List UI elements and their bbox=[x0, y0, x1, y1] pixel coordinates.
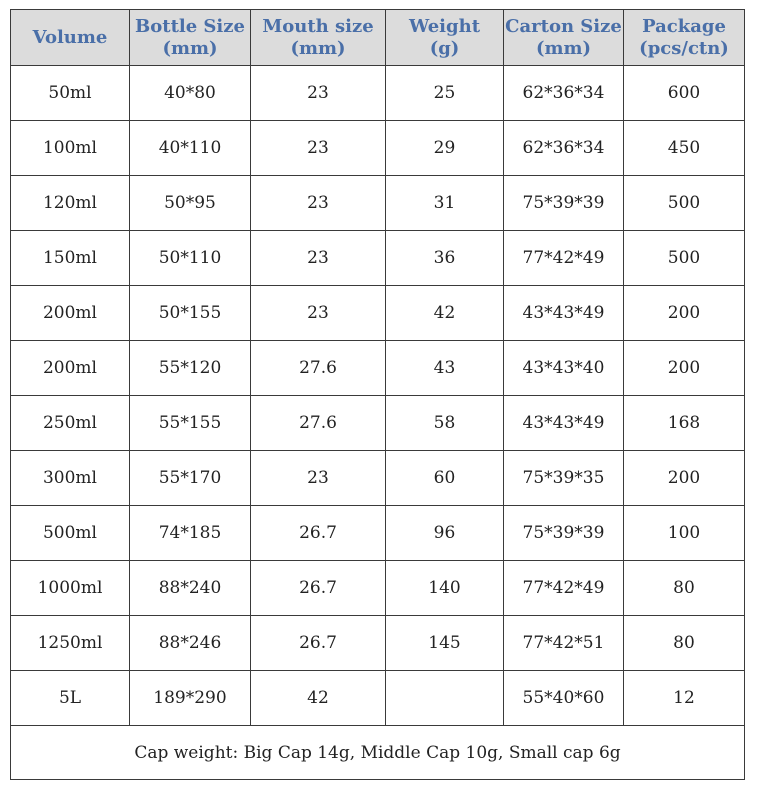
header-carton-size-unit: (mm) bbox=[535, 37, 592, 59]
volume-cell: 200ml bbox=[11, 286, 130, 341]
weight-cell: 140 bbox=[386, 561, 504, 616]
package-cell: 500 bbox=[624, 176, 745, 231]
volume-cell: 100ml bbox=[11, 121, 130, 176]
header-package bbox=[624, 10, 745, 66]
volume-cell: 1000ml bbox=[11, 561, 130, 616]
weight-cell: 42 bbox=[386, 286, 504, 341]
weight-cell: 96 bbox=[386, 506, 504, 561]
table-row bbox=[11, 671, 745, 726]
table-row bbox=[11, 451, 745, 506]
header-mouth-size-unit: (mm) bbox=[290, 37, 346, 59]
table-row bbox=[11, 286, 745, 341]
header-package-label: Package bbox=[642, 15, 726, 37]
volume-cell: 250ml bbox=[11, 396, 130, 451]
table-row bbox=[11, 506, 745, 561]
table-row bbox=[11, 66, 745, 121]
mouth-size-cell: 23 bbox=[251, 121, 386, 176]
table-row bbox=[11, 176, 745, 231]
mouth-size-cell: 42 bbox=[251, 671, 386, 726]
package-cell: 200 bbox=[624, 341, 745, 396]
bottle-size-cell: 88*240 bbox=[130, 561, 251, 616]
table-row bbox=[11, 231, 745, 286]
carton-size-cell: 43*43*40 bbox=[504, 341, 624, 396]
weight-cell: 36 bbox=[386, 231, 504, 286]
table-row bbox=[11, 561, 745, 616]
bottle-size-cell: 50*110 bbox=[130, 231, 251, 286]
header-row bbox=[11, 10, 745, 66]
weight-cell: 60 bbox=[386, 451, 504, 506]
header-mouth-size-label: Mouth size bbox=[262, 15, 374, 37]
bottle-size-cell: 50*155 bbox=[130, 286, 251, 341]
header-carton-size bbox=[504, 10, 624, 66]
header-bottle-size-unit: (mm) bbox=[162, 37, 218, 59]
header-bottle-size bbox=[130, 10, 251, 66]
weight-cell: 29 bbox=[386, 121, 504, 176]
package-cell: 450 bbox=[624, 121, 745, 176]
mouth-size-cell: 27.6 bbox=[251, 396, 386, 451]
carton-size-cell: 75*39*39 bbox=[504, 506, 624, 561]
header-mouth-size bbox=[251, 10, 386, 66]
bottle-size-cell: 189*290 bbox=[130, 671, 251, 726]
volume-cell: 150ml bbox=[11, 231, 130, 286]
package-cell: 80 bbox=[624, 561, 745, 616]
mouth-size-cell: 23 bbox=[251, 451, 386, 506]
mouth-size-cell: 27.6 bbox=[251, 341, 386, 396]
mouth-size-cell: 23 bbox=[251, 176, 386, 231]
note-row bbox=[11, 726, 745, 780]
volume-cell: 50ml bbox=[11, 66, 130, 121]
header-bottle-size-label: Bottle Size bbox=[135, 15, 245, 37]
bottle-size-cell: 55*170 bbox=[130, 451, 251, 506]
package-cell: 100 bbox=[624, 506, 745, 561]
carton-size-cell: 77*42*49 bbox=[504, 231, 624, 286]
carton-size-cell: 75*39*39 bbox=[504, 176, 624, 231]
volume-cell: 300ml bbox=[11, 451, 130, 506]
carton-size-cell: 75*39*35 bbox=[504, 451, 624, 506]
bottle-size-cell: 74*185 bbox=[130, 506, 251, 561]
header-carton-size-label: Carton Size bbox=[505, 15, 622, 37]
carton-size-cell: 77*42*49 bbox=[504, 561, 624, 616]
weight-cell: 43 bbox=[386, 341, 504, 396]
mouth-size-cell: 23 bbox=[251, 286, 386, 341]
mouth-size-cell: 26.7 bbox=[251, 616, 386, 671]
carton-size-cell: 62*36*34 bbox=[504, 66, 624, 121]
carton-size-cell: 77*42*51 bbox=[504, 616, 624, 671]
package-cell: 500 bbox=[624, 231, 745, 286]
table-row bbox=[11, 121, 745, 176]
header-weight-unit: (g) bbox=[429, 37, 460, 59]
weight-cell: 58 bbox=[386, 396, 504, 451]
table-row bbox=[11, 616, 745, 671]
bottle-size-cell: 40*80 bbox=[130, 66, 251, 121]
bottle-size-cell: 88*246 bbox=[130, 616, 251, 671]
header-weight-label: Weight bbox=[408, 15, 481, 37]
volume-cell: 500ml bbox=[11, 506, 130, 561]
weight-cell: 31 bbox=[386, 176, 504, 231]
carton-size-cell: 43*43*49 bbox=[504, 396, 624, 451]
volume-cell: 120ml bbox=[11, 176, 130, 231]
package-cell: 600 bbox=[624, 66, 745, 121]
mouth-size-cell: 26.7 bbox=[251, 506, 386, 561]
package-cell: 12 bbox=[624, 671, 745, 726]
weight-cell: 145 bbox=[386, 616, 504, 671]
table-row bbox=[11, 396, 745, 451]
bottle-spec-table bbox=[10, 9, 745, 780]
volume-cell: 5L bbox=[11, 671, 130, 726]
bottle-size-cell: 50*95 bbox=[130, 176, 251, 231]
package-cell: 200 bbox=[624, 286, 745, 341]
header-package-unit: (pcs/ctn) bbox=[639, 37, 729, 59]
bottle-size-cell: 55*120 bbox=[130, 341, 251, 396]
header-volume bbox=[11, 10, 130, 66]
mouth-size-cell: 26.7 bbox=[251, 561, 386, 616]
header-volume-label: Volume bbox=[32, 26, 108, 48]
package-cell: 80 bbox=[624, 616, 745, 671]
carton-size-cell: 43*43*49 bbox=[504, 286, 624, 341]
mouth-size-cell: 23 bbox=[251, 66, 386, 121]
package-cell: 200 bbox=[624, 451, 745, 506]
volume-cell: 200ml bbox=[11, 341, 130, 396]
weight-cell: 25 bbox=[386, 66, 504, 121]
package-cell: 168 bbox=[624, 396, 745, 451]
table-row bbox=[11, 341, 745, 396]
header-weight bbox=[386, 10, 504, 66]
weight-cell bbox=[386, 671, 504, 726]
mouth-size-cell: 23 bbox=[251, 231, 386, 286]
volume-cell: 1250ml bbox=[11, 616, 130, 671]
bottle-size-cell: 55*155 bbox=[130, 396, 251, 451]
bottle-size-cell: 40*110 bbox=[130, 121, 251, 176]
carton-size-cell: 62*36*34 bbox=[504, 121, 624, 176]
carton-size-cell: 55*40*60 bbox=[504, 671, 624, 726]
cap-weight-note: Cap weight: Big Cap 14g, Middle Cap 10g, Small cap 6g bbox=[11, 726, 745, 780]
